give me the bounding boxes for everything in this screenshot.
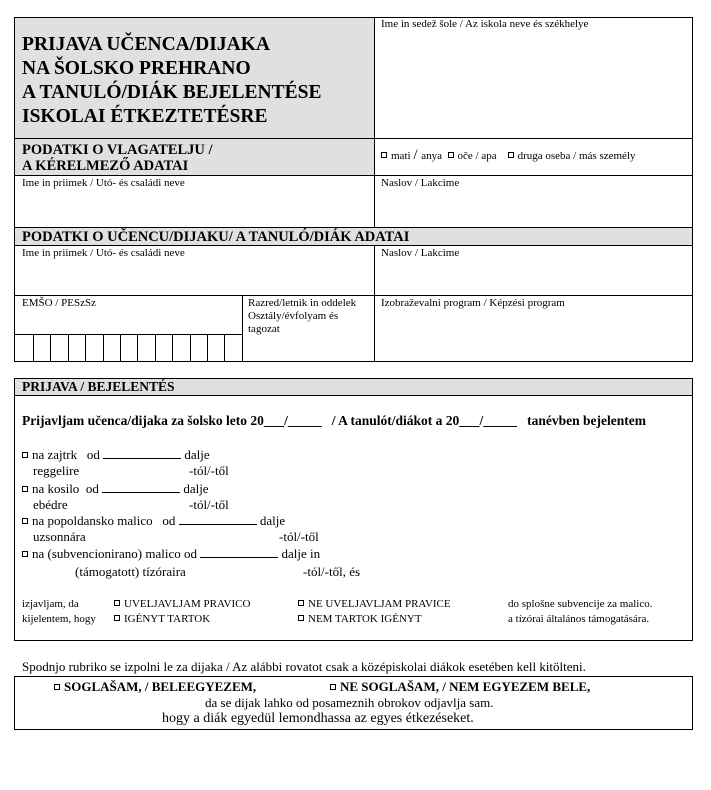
snack-tol: -tól/-től xyxy=(279,529,319,544)
snack-hu: uzsonnára xyxy=(33,529,86,544)
claim-option[interactable]: UVELJAVLJAM PRAVICO IGÉNYT TARTOK xyxy=(114,597,250,627)
application-statement: Prijavljam učenca/dijaka za šolsko leto 20___/_____ / A tanulót/diákot a 20___/_____ tanévben bejelentem xyxy=(22,413,647,428)
breakfast-hu: reggelire xyxy=(33,463,80,478)
program-label: Izobraževalni program / Képzési program xyxy=(381,297,565,309)
student-header: PODATKI O UČENCU/DIJAKU/ A TANULÓ/DIÁK ADATAI xyxy=(22,229,410,245)
other-person-checkbox[interactable] xyxy=(508,152,514,158)
application-header: PRIJAVA / BEJELENTÉS xyxy=(22,379,175,394)
student-name-label: Ime in priimek / Utó- és családi neve xyxy=(22,247,185,259)
applicant-header: PODATKI O VLAGATELJU / A KÉRELMEZŐ ADATAI xyxy=(22,142,213,174)
breakfast-option[interactable]: na zajtrk od dalje xyxy=(22,447,210,463)
subsidized-tol: -tól/-től, és xyxy=(303,564,361,579)
applicant-role-options: mati / anya oče / apa druga oseba / más személy xyxy=(381,147,636,164)
lunch-tol: -tól/-től xyxy=(189,497,229,512)
emso-label: EMŠO / PESzSz xyxy=(22,297,96,309)
subsidized-hu: (támogatott) tízóraira xyxy=(75,564,186,579)
subsidy-text: do splošne subvencije za malico. a tízórai általános támogatására. xyxy=(508,598,653,625)
lunch-option[interactable]: na kosilo od dalje xyxy=(22,481,209,497)
school-name-label: Ime in sedež šole / Az iskola neve és székhelye xyxy=(381,18,589,30)
disagree-option[interactable]: NE SOGLAŠAM, / NEM EGYEZEM BELE, xyxy=(330,679,590,695)
applicant-address-label: Naslov / Lakcime xyxy=(381,177,460,189)
snack-option[interactable]: na popoldansko malico od dalje xyxy=(22,513,285,529)
no-claim-option[interactable]: NE UVELJAVLJAM PRAVICE NEM TARTOK IGÉNYT xyxy=(298,597,451,627)
breakfast-tol: -tól/-től xyxy=(189,463,229,478)
consent-note: Spodnjo rubriko se izpolni le za dijaka / Az alábbi rovatot csak a középiskolai diákok esetében kell kitölteni. xyxy=(22,659,586,674)
lunch-hu: ebédre xyxy=(33,497,68,512)
declare-label: izjavljam, da kijelentem, hogy xyxy=(22,598,96,625)
class-label: Razred/letnik in oddelek Osztály/évfolyam és tagozat xyxy=(248,297,357,335)
agree-option[interactable]: SOGLAŠAM, / BELEEGYEZEM, xyxy=(54,679,256,695)
student-address-label: Naslov / Lakcime xyxy=(381,247,460,259)
applicant-name-label: Ime in priimek / Utó- és családi neve xyxy=(22,177,185,189)
subsidized-option[interactable]: na (subvencionirano) malico od dalje in xyxy=(22,546,320,562)
consent-text-sl: da se dijak lahko od posameznih obrokov odjavlja sam. xyxy=(205,695,494,710)
father-checkbox[interactable] xyxy=(448,152,454,158)
form-title: PRIJAVA UČENCA/DIJAKA NA ŠOLSKO PREHRANO A TANULÓ/DIÁK BEJELENTÉSE ISKOLAI ÉTKEZTETÉSRE xyxy=(22,34,322,127)
mother-checkbox[interactable] xyxy=(381,152,387,158)
consent-text-hu: hogy a diák egyedül lemondhassa az egyes étkezéseket. xyxy=(162,711,474,726)
